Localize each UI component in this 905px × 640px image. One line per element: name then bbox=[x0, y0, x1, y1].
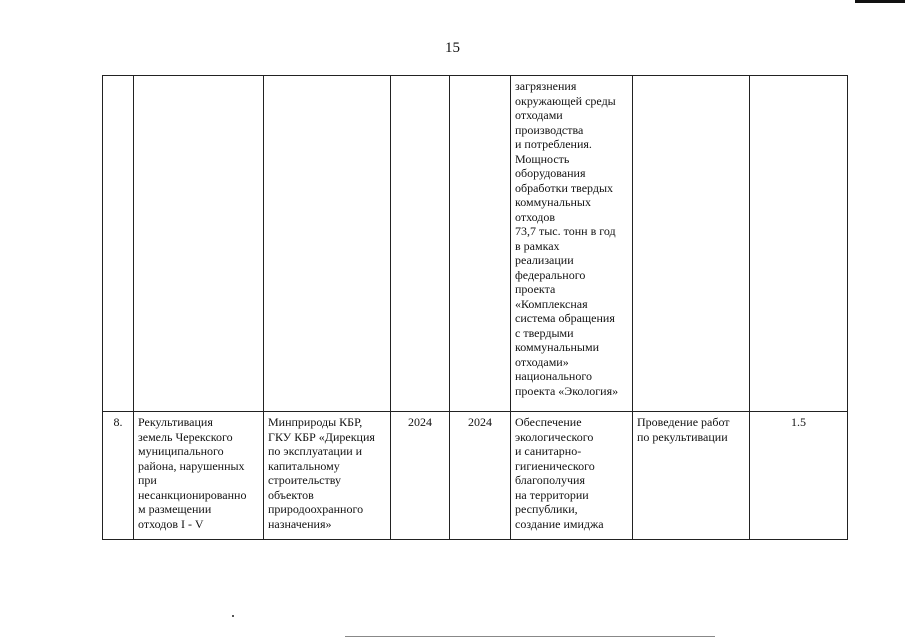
cell-number bbox=[103, 76, 134, 412]
program-table bbox=[102, 75, 848, 540]
scan-dot bbox=[232, 615, 234, 617]
cell-start-year: 2024 bbox=[391, 412, 450, 540]
cell-result: Обеспечение экологического и санитарно- гигиенического благополучия на территории республики, создание имиджа bbox=[511, 412, 633, 540]
cell-effect: Проведение работ по рекультивации bbox=[633, 412, 750, 540]
page-number: 15 bbox=[445, 40, 460, 56]
cell-code bbox=[750, 76, 848, 412]
table-row bbox=[103, 412, 848, 540]
top-edge-rule bbox=[855, 0, 905, 3]
cell-number: 8. bbox=[103, 412, 134, 540]
cell-executor bbox=[264, 76, 391, 412]
table-row bbox=[103, 76, 848, 412]
cell-end-year bbox=[450, 76, 511, 412]
cell-end-year: 2024 bbox=[450, 412, 511, 540]
cell-name: Рекультивация земель Черекского муниципального района, нарушенных при несанкционированно м размещении отходов I - V bbox=[134, 412, 264, 540]
cell-executor: Минприроды КБР, ГКУ КБР «Дирекция по эксплуатации и капитальному строительству объектов природоохранного назначения» bbox=[264, 412, 391, 540]
cell-effect bbox=[633, 76, 750, 412]
cell-result: загрязнения окружающей среды отходами производства и потребления. Мощность оборудования обработки твердых коммунальных отходов 73,7 тыс. тонн в год в рамках реализации федерального проекта «Комплексная система обращения с твердыми коммунальными отходами» национального проекта «Экология» bbox=[511, 76, 633, 412]
cell-name bbox=[134, 76, 264, 412]
cell-start-year bbox=[391, 76, 450, 412]
bottom-scan-rule bbox=[345, 636, 715, 637]
cell-code: 1.5 bbox=[750, 412, 848, 540]
